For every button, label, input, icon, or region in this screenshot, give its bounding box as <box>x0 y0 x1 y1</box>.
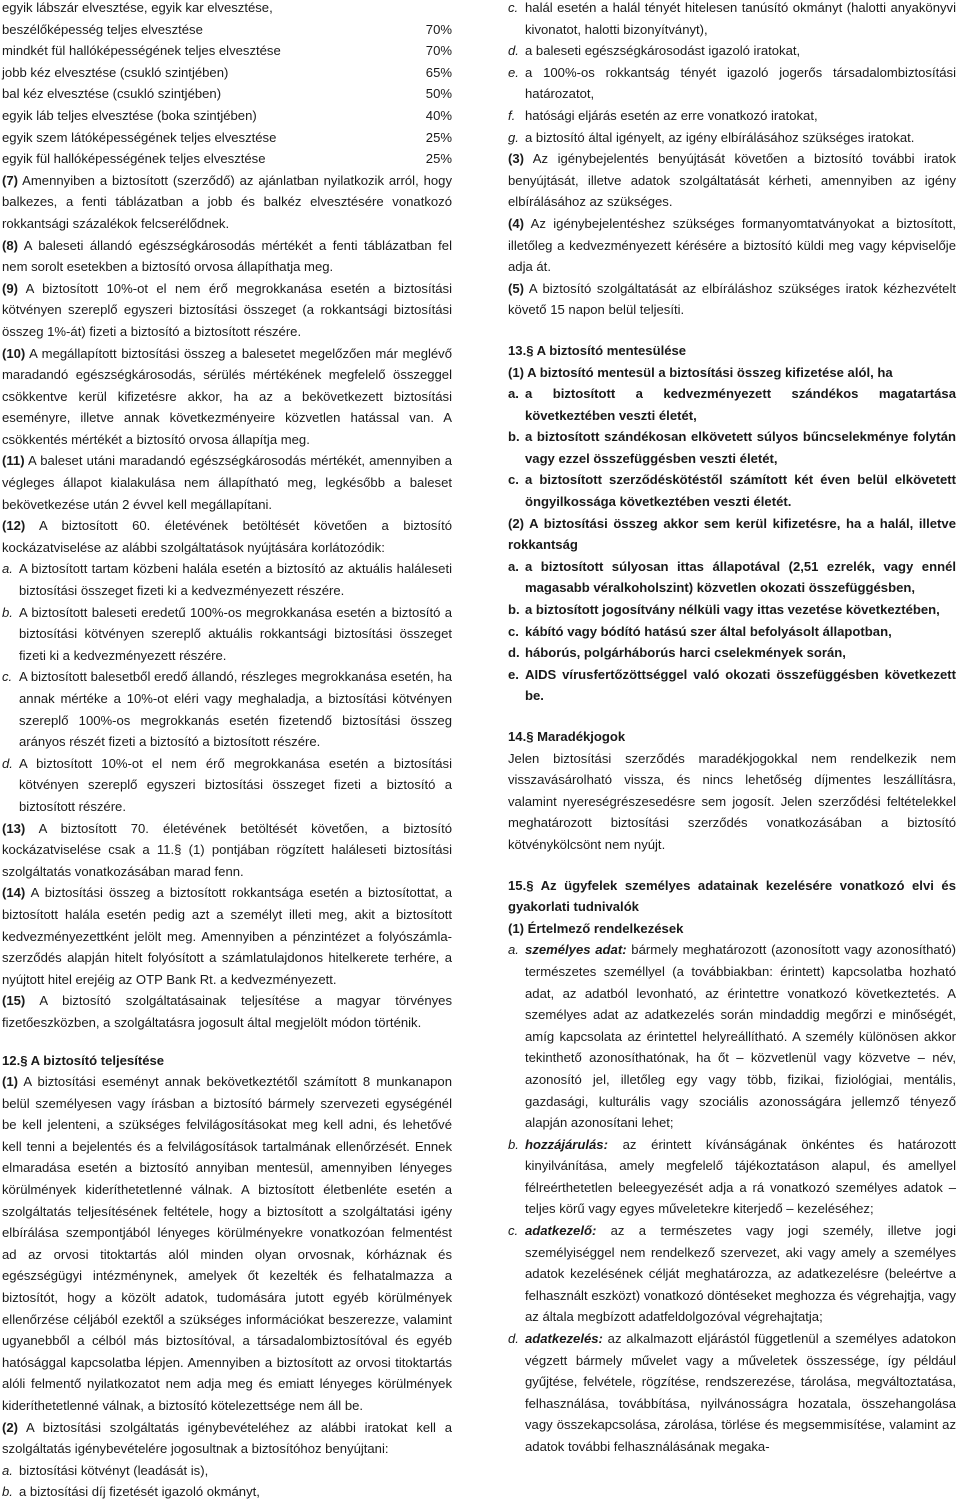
definition-text: az alkalmazott eljárástól függetlenül a személyes adatokon végzett bármely művelet vagy a műveletek összessége, így például gyűjtése, felvétele, rögzítése, rendszerezése, tárolása, megváltoztatása, felhasználása, továbbítása, nyilvánosságra hozatala, összehangolása vagy összekapcsolása, zárolása, törlése és megsemmisítése, valamint az adatok további felhasználásának megaka- <box>525 1331 956 1454</box>
section-heading-14 <box>508 726 956 748</box>
left-column <box>2 0 452 1503</box>
paragraph-text: Az igénybejelentés benyújtását követően a biztosító további iratok benyújtását, illetve adatok szolgáltatását kérheti, amennyiben az igény elbírálásához az szükséges. <box>508 151 956 210</box>
section-heading-13 <box>508 340 956 362</box>
section-heading-15 <box>508 875 956 918</box>
section-heading-12 <box>2 1050 452 1072</box>
table-row <box>2 83 452 105</box>
list-marker: d. <box>508 43 519 59</box>
paragraph-9 <box>2 278 452 343</box>
row-label: egyik szem látóképességének teljes elvesztése <box>2 129 277 145</box>
list-marker: b. <box>508 602 520 618</box>
list-item <box>2 753 452 818</box>
row-value: 25% <box>425 151 452 167</box>
table-row <box>2 105 452 127</box>
row-label: jobb kéz elvesztése (csukló szintjében) <box>2 64 229 80</box>
list-marker: c. <box>508 623 519 639</box>
definition-term: személyes adat: <box>525 942 627 958</box>
paragraph-number: (13) <box>2 820 26 836</box>
paragraph-number: (4) <box>508 215 525 231</box>
paragraph-12-1 <box>2 1071 452 1417</box>
list-item <box>508 383 956 426</box>
list-item <box>2 1481 452 1503</box>
paragraph-12-2 <box>2 1417 452 1460</box>
list-text: A biztosított tartam közbeni halála esetén a biztosító az aktuális haláleseti biztosítási összeget fizeti ki a kedvezményezett részére. <box>19 561 452 599</box>
list-marker: a. <box>508 386 519 402</box>
paragraph-13 <box>2 818 452 883</box>
list-item <box>508 40 956 62</box>
paragraph-number: (10) <box>2 345 26 361</box>
row-value: 70% <box>425 43 452 59</box>
list-text: biztosítási kötvényt (leadását is), <box>19 1462 209 1478</box>
row-label: bal kéz elvesztése (csukló szintjében) <box>2 86 222 102</box>
right-column <box>508 0 956 1458</box>
paragraph-text: A megállapított biztosítási összeg a balesetet megelőzően már meglévő maradandó egészségkárosodás, sérülés mértékének megfelelő összeggel csökkentve kerül kifizetésre akkor, ha az a bekövetkezett biztosítási eseményre, illetve annak következményeire közvetlen hatással van. A csökkentés mértékét a biztosító orvosa állapítja meg. <box>2 345 452 447</box>
paragraph-number: (11) <box>2 453 25 469</box>
list-marker: b. <box>2 604 13 620</box>
paragraph-12-4 <box>508 213 956 278</box>
row-value: 70% <box>425 21 452 37</box>
definition-item <box>508 939 956 1133</box>
paragraph-text: A baleseti állandó egészségkárosodás mértékét a fenti táblázatban fel nem sorolt esetekben a biztosító orvosa állapíthatja meg. <box>2 237 452 275</box>
paragraph-number: (1) <box>2 1074 19 1090</box>
list-marker: b. <box>508 1136 519 1152</box>
definition-term: adatkezelő: <box>525 1223 597 1239</box>
paragraph-text: Az igénybejelentéshez szükséges formanyomtatványokat a biztosított, illetőleg a kedvezményezett kérésére a biztosító küldi meg vagy képviselője adja át. <box>508 215 956 275</box>
paragraph-text: A biztosított 60. életévének betöltését követően a biztosító kockázatviselése az alábbi szolgáltatások nyújtására korlátozódik: <box>2 518 452 555</box>
paragraph-number: (15) <box>2 993 26 1009</box>
table-row <box>2 62 452 84</box>
definition-item <box>508 1134 956 1220</box>
definition-term: hozzájárulás: <box>525 1136 608 1152</box>
list-text: a biztosító által igényelt, az igény elbírálásához szükséges iratokat. <box>525 129 915 145</box>
list-item <box>2 602 452 667</box>
paragraph-number: (5) <box>508 280 525 296</box>
definition-text: az a természetes vagy jogi személy, illetve jogi személyiséggel nem rendelkező szervezet, aki vagy amely a személyes adatok kezelésének célját meghatározza, az adatkezelésre (beleértve a felhasznált eszközt) vonatkozó döntéseket meghozza és végrehajtja, vagy az általa megbízott adatfeldolgozóval végrehajtatja; <box>525 1223 956 1325</box>
paragraph-number: (2) <box>2 1419 19 1435</box>
definition-item <box>508 1328 956 1458</box>
section-sign: § <box>526 342 534 358</box>
paragraph-number: (9) <box>2 280 19 296</box>
paragraph-text: A biztosítási szolgáltatás igénybevételéhez az alábbi iratokat kell a szolgáltatás igénybevételére jogosultnak a biztosítóhoz benyújtani: <box>2 1419 452 1457</box>
list-marker: c. <box>508 472 519 488</box>
row-value: 40% <box>425 107 452 123</box>
list-marker: f. <box>508 107 516 123</box>
list-text: kábító vagy bódító hatású szer által befolyásolt állapotban, <box>525 623 892 639</box>
list-item <box>508 621 956 643</box>
paragraph-10 <box>2 343 452 451</box>
list-text: a biztosított szándékosan elkövetett súlyos bűncselekménye folytán vagy ezzel összefüggésben veszti életét, <box>525 429 956 466</box>
list-item <box>508 664 956 707</box>
definition-text: bármely meghatározott (azonosított vagy azonosítható) természetes személlyel (a továbbiakban: érintett) kapcsolatba hozható adat, az adatból levonható, az érintettre vonatkozó következtetés. A személyes adat az adatkezelés során mindaddig megőrzi e minőségét, amíg kapcsolata az érintettel helyreállítható. A személy különösen akkor tekinthető azonosíthatónak, ha őt – közvetlenül vagy közvetve – név, azonosító jel, illetőleg egy vagy több, fizikai, fiziológiai, mentális, gazdasági, kulturális vagy szociális azonosságára jellemző tényező alapján azonosítani lehet; <box>525 942 956 1131</box>
section-sign: § <box>526 877 534 893</box>
list-marker: c. <box>508 1223 519 1239</box>
paragraph-number: (12) <box>2 518 26 534</box>
list-item <box>508 469 956 512</box>
paragraph-text: Amennyiben a biztosított (szerződő) az ajánlatban nyilatkozik arról, hogy balkezes, a fenti táblázatban a jobb és balkéz elvesztésére vonatkozó rokkantsági százalékok felcserélődnek. <box>2 172 452 231</box>
section-number: 13. <box>508 342 527 358</box>
section-title: A biztosító teljesítése <box>27 1052 165 1068</box>
list-marker: e. <box>508 666 519 682</box>
paragraph-number: (3) <box>508 151 525 167</box>
list-text: a biztosítási díj fizetését igazoló okmányt, <box>19 1484 260 1500</box>
list-item <box>508 62 956 105</box>
paragraph-13-2: (2) A biztosítási összeg akkor sem kerül kifizetésre, ha a halál, illetve rokkantság <box>508 515 956 553</box>
paragraph-13-1: (1) A biztosító mentesül a biztosítási összeg kifizetése alól, ha <box>508 364 893 380</box>
list-marker: c. <box>508 0 519 15</box>
table-row <box>2 19 452 41</box>
list-item <box>2 558 452 601</box>
paragraph-12-5 <box>508 278 956 321</box>
list-text: A biztosított 10%-ot el nem érő megrokkanása esetén a biztosítási kötvényen szereplő egyszeri biztosítási összeget fizeti a biztosító a biztosított részére. <box>19 755 452 814</box>
table-row <box>2 0 452 19</box>
paragraph-7 <box>2 170 452 235</box>
paragraph-text: A biztosító szolgáltatásainak teljesítése a magyar törvényes fizetőeszközben, a szolgáltatásra jogosult által megjelölt módon történik. <box>2 993 452 1030</box>
list-marker: e. <box>508 64 519 80</box>
disability-table <box>2 0 452 170</box>
paragraph-14-text: Jelen biztosítási szerződés maradékjogokkal nem rendelkezik nem visszavásárolható vissza, és nincs lehetőség díjmentes leszállításra, valamint nyereségrészesedésre sem jogosít. Jelen szerződési feltételekkel meghatározott biztosítási szerződés vonatkozásában a biztosító kötvénykölcsönt nem nyújt. <box>508 750 956 852</box>
paragraph-8 <box>2 235 452 278</box>
paragraph-text: A biztosítási összeg a biztosított rokkantsága esetén a biztosítottat, a biztosított halála esetén pedig azt a személyt illeti meg, akit a biztosított kedvezményezettként jelölt meg. Amennyiben a pénzintézet a folyószámla-szerződés alapján hitelt folyósított a számlatulajdonos hitelkerete terhére, a nyújtott hitel erejéig az OTP Bank Rt. a kedvezményezett. <box>2 885 452 987</box>
list-item <box>2 666 452 752</box>
row-label: mindkét fül hallóképességének teljes elvesztése <box>2 43 281 59</box>
row-value: 65% <box>425 64 452 80</box>
section-number: 15. <box>508 877 527 893</box>
list-text: A biztosított balesetből eredő állandó, részleges megrokkanása esetén, ha annak mértéke a 10%-ot eléri vagy meghaladja, a biztosítási kötvényen szereplő 100%-os megrokkanás esetén fizetendő biztosítási összeg arányos részét fizeti a biztosító a biztosított részére. <box>19 669 452 750</box>
row-value: 25% <box>425 129 452 145</box>
list-item <box>508 0 956 40</box>
section-title: Az ügyfelek személyes adatainak kezelésére vonatkozó elvi és gyakorlati tudnivalók <box>508 877 956 915</box>
paragraph-number: (14) <box>2 885 26 901</box>
list-text: hatósági eljárás esetén az erre vonatkozó iratokat, <box>525 107 818 123</box>
list-item <box>508 642 956 664</box>
definition-term: adatkezelés: <box>525 1331 603 1347</box>
list-text: a 100%-os rokkantság tényét igazoló jogerős társadalombiztosítási határozatot, <box>525 64 956 102</box>
paragraph-text: A biztosított 10%-ot el nem érő megrokkanása esetén a biztosítási kötvényen szereplő egyszeri biztosítási összeget (a rokkantsági biztosítási összeg 1%-át) fizeti a biztosító a biztosított részére. <box>2 280 452 339</box>
paragraph-15 <box>2 990 452 1033</box>
definition-text: az érintett kívánságának önkéntes és határozott kinyilvánítása, amely megfelelő tájékoztatáson alapul, és amellyel félreérthetetlen beleegyezését adja a rá vonatkozó személyes adatok – teljes körű vagy egyes műveletekre kiterjedő – kezeléséhez; <box>525 1136 956 1217</box>
section-number: 14. <box>508 729 527 744</box>
row-label: egyik lábszár elvesztése, egyik kar elvesztése, <box>2 0 273 15</box>
paragraph-text: A baleset utáni maradandó egészségkárosodás mértékét, amennyiben a végleges állapot kialakulása nem állapítható meg, legkésőbb a baleset bekövetkezése után 2 évvel kell megállapítani. <box>2 453 452 512</box>
list-item <box>508 105 956 127</box>
table-row <box>2 40 452 62</box>
paragraph-12-3 <box>508 148 956 213</box>
paragraph-text: A biztosító szolgáltatását az elbíráláshoz szükséges iratok kézhezvételt követő 15 napon belül teljesíti. <box>508 280 956 318</box>
row-label: egyik láb teljes elvesztése (boka szintjében) <box>2 107 257 123</box>
paragraph-12 <box>2 515 452 558</box>
list-marker: a. <box>508 558 519 574</box>
section-number: 12. <box>2 1052 21 1068</box>
paragraph-14 <box>2 882 452 990</box>
section-title: A biztosító mentesülése <box>533 342 687 358</box>
list-text: A biztosított baleseti eredetű 100%-os megrokkanása esetén a biztosító a biztosítási kötvényen szereplő aktuális rokkantsági biztosítási összeget fizeti ki a kedvezményezett részére. <box>19 604 452 663</box>
row-label: beszélőképesség teljes elvesztése <box>2 21 203 37</box>
list-marker: d. <box>508 645 520 661</box>
list-text: AIDS vírusfertőzöttséggel való okozati összefüggésben következett be. <box>525 666 956 704</box>
list-marker: g. <box>508 129 519 145</box>
row-value: 50% <box>425 86 452 102</box>
list-marker: b. <box>2 1484 13 1500</box>
list-text: a baleseti egészségkárosodást igazoló iratokat, <box>525 43 801 59</box>
paragraph-number: (7) <box>2 172 19 188</box>
table-row <box>2 127 452 149</box>
paragraph-15-1: (1) Értelmező rendelkezések <box>508 920 684 936</box>
table-row <box>2 148 452 170</box>
definition-item <box>508 1220 956 1328</box>
list-marker: d. <box>508 1331 519 1347</box>
list-text: a biztosított jogosítvány nélküli vagy ittas vezetése következtében, <box>525 602 940 618</box>
list-item <box>508 556 956 599</box>
list-text: háborús, polgárháborús harci cselekmények során, <box>525 645 846 661</box>
list-marker: a. <box>508 942 519 958</box>
row-label: egyik fül hallóképességének teljes elvesztése <box>2 151 266 167</box>
list-item <box>508 599 956 621</box>
list-marker: c. <box>2 669 13 685</box>
list-item <box>508 426 956 469</box>
row-value <box>412 0 452 19</box>
paragraph-text: A biztosított 70. életévének betöltését követően, a biztosító kockázatviselése csak a 11.§ (1) pontjában rögzített haláleseti biztosítási szolgáltatás vonatkozásában marad fenn. <box>2 820 452 879</box>
list-text: a biztosított a kedvezményezett szándékos magatartása következtében veszti életét, <box>525 386 956 423</box>
paragraph-text: A biztosítási eseményt annak bekövetkeztétől számított 8 munkanapon belül személyesen vagy írásban a biztosító bármely szervezeti egységénél be kell jelenteni, a szükséges felvilágosításokat meg kell adni, és lehetővé kell tenni a bejelentés és a felvilágosítások tartalmának ellenőrzését. Ennek elmaradása esetén a biztosító annyiban mentesül, amennyiben lényeges körülmények kideríthetetlenné válnak. A biztosított életbenléte esetén a szolgáltatás teljesítésének feltétele, hogy a biztosított a szolgáltatási igény elbírálása szempontjából lényeges körülményekre vonatkozóan felmentést ad az orvosi titoktartás alól minden olyan orvosnak, kórháznak és egészségügyi intézménynek, amelyek őt kezelték és felhatalmazza a biztosítót, hogy a közölt adatok, tudomására jutott egyéb körülmények ellenőrzése céljából ezektől a szükséges információkat beszerezze, valamint ugyanebből a célból más biztosítóval, a társadalombiztosítóval és egyéb hatósággal kapcsolatba lépjen. Amennyiben a biztosított az orvosi titoktartás alóli felmentő nyilatkozatot nem adja meg és emiatt lényeges körülmények kideríthetetlenné válnak, a biztosító kötelezettsége nem áll be. <box>2 1074 452 1413</box>
list-text: halál esetén a halál tényét hitelesen tanúsító okmányt (halotti anyakönyvi kivonatot, halotti bizonyítványt), <box>525 0 956 37</box>
paragraph-11 <box>2 450 452 515</box>
section-sign: § <box>20 1052 28 1068</box>
section-sign: § <box>526 729 534 744</box>
list-marker: b. <box>508 429 520 445</box>
list-marker: d. <box>2 755 13 771</box>
list-text: a biztosított súlyosan ittas állapotával (2,51 ezrelék, vagy ennél magasabb véralkoholszint) közvetlen okozati összefüggésben, <box>525 558 956 596</box>
list-text: a biztosított szerződéskötéstől számított két éven belül elkövetett öngyilkossága következtében veszti életét. <box>525 472 956 510</box>
paragraph-number: (8) <box>2 237 19 253</box>
list-marker: a. <box>2 561 13 577</box>
list-item <box>508 127 956 149</box>
section-title: Maradékjogok <box>533 729 626 744</box>
list-marker: a. <box>2 1462 13 1478</box>
